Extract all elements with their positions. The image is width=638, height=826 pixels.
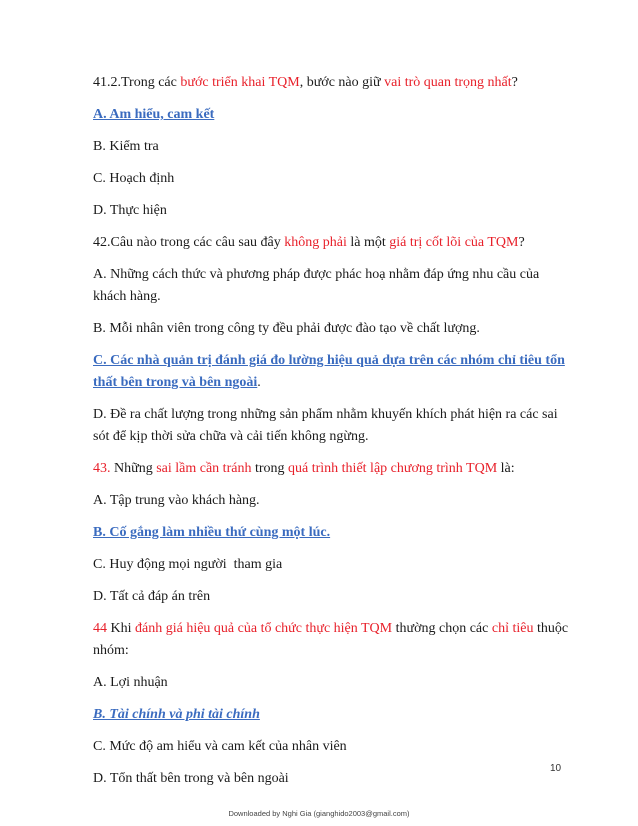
q43-correct-answer: B. Cố gắng làm nhiều thứ cùng một lúc.	[93, 525, 331, 540]
q42-text-3: ?	[518, 235, 525, 250]
q41-text-1: 41.2.Trong các	[93, 75, 181, 90]
q44-text-3: thuộc nhóm:	[93, 621, 569, 658]
q44-option-a: A. Lợi nhuận	[93, 675, 168, 690]
question-42	[93, 232, 573, 254]
q42-option-c-period: .	[257, 375, 261, 390]
q44-number: 44	[93, 621, 107, 636]
q41-text-3: ?	[511, 75, 518, 90]
q44-highlight-1: đánh giá hiệu quả của tổ chức thực hiện TQM	[135, 621, 393, 636]
question-44	[93, 618, 573, 662]
q43-number: 43.	[93, 461, 111, 476]
q42-text-2: là một	[346, 235, 390, 250]
q41-highlight-2: vai trò quan trọng nhất	[384, 75, 512, 90]
q44-option-b	[93, 704, 573, 726]
q42-highlight-2: giá trị cốt lõi của TQM	[389, 235, 519, 250]
q44-option-c: C. Mức độ am hiểu và cam kết của nhân viên	[93, 739, 347, 754]
q43-text-1: Những	[110, 461, 157, 476]
q44-text-1: Khi	[107, 621, 135, 636]
q43-option-c: C. Huy động mọi người tham gia	[93, 557, 283, 572]
q43-highlight-1: sai lầm cần tránh	[156, 461, 252, 476]
q41-option-c: C. Hoạch định	[93, 171, 175, 186]
q44-option-d: D. Tổn thất bên trong và bên ngoài	[93, 771, 289, 786]
question-41	[93, 72, 573, 94]
q42-correct-answer: C. Các nhà quản trị đánh giá đo lường hiệu quả dựa trên các nhóm chỉ tiêu tổn thất bên trong và bên ngoài	[93, 353, 565, 390]
question-43	[93, 458, 573, 480]
q43-text-3: là:	[497, 461, 515, 476]
q43-text-2: trong	[251, 461, 289, 476]
q42-option-d: D. Đề ra chất lượng trong những sản phẩm nhằm khuyến khích phát hiện ra các sai sót để kịp thời sửa chữa và cải tiến không ngừng.	[93, 407, 558, 444]
q42-text-1: 42.Câu nào trong các câu sau đây	[93, 235, 285, 250]
q41-correct-answer: A. Am hiểu, cam kết	[93, 107, 215, 122]
q41-option-d: D. Thực hiện	[93, 203, 167, 218]
q43-highlight-2: quá trình thiết lập chương trình TQM	[288, 461, 498, 476]
q42-option-b: B. Mỗi nhân viên trong công ty đều phải được đào tạo về chất lượng.	[93, 321, 480, 336]
q44-correct-answer: B. Tài chính và phi tài chính	[93, 707, 260, 722]
download-footer: Downloaded by Nghi Gia (gianghido2003@gmail.com)	[228, 809, 410, 818]
q41-text-2: , bước nào giữ	[299, 75, 385, 90]
q43-option-d: D. Tất cả đáp án trên	[93, 589, 211, 604]
q42-option-a: A. Những cách thức và phương pháp được phác hoạ nhằm đáp ứng nhu cầu của khách hàng.	[93, 267, 540, 304]
page-content	[93, 72, 573, 800]
q41-highlight-1: bước triển khai TQM	[180, 75, 300, 90]
q42-option-c	[93, 350, 573, 394]
page-number: 10	[550, 763, 562, 774]
q44-highlight-2: chỉ tiêu	[491, 621, 534, 636]
q41-option-b: B. Kiểm tra	[93, 139, 159, 154]
q41-option-a	[93, 104, 573, 126]
q44-text-2: thường chọn các	[392, 621, 492, 636]
q43-option-a: A. Tập trung vào khách hàng.	[93, 493, 260, 508]
q42-highlight-1: không phải	[284, 235, 347, 250]
q43-option-b	[93, 522, 573, 544]
